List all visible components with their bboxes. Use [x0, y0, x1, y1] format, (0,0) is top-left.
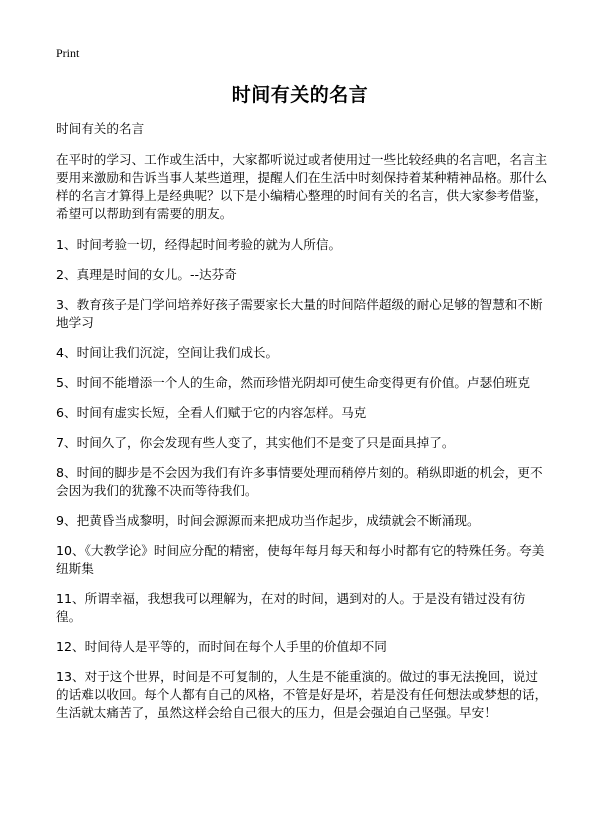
quote-item-1: 1、时间考验一切，经得起时间考验的就为人所信。 — [56, 237, 342, 252]
intro-paragraph: 在平时的学习、工作或生活中，大家都听说过或者使用过一些比较经典的名言吧，名言主要用来激励和告诉当事人某些道理，提醒人们在生活中时刻保持着某种精神品格。那什么样的名言才算得上是经典呢？以下是小编精心整理的时间有关的名言，供大家参考借鉴，希望可以帮助到有需要的朋友。 — [56, 152, 548, 221]
quote-item-4: 4、时间让我们沉淀，空间让我们成长。 — [56, 345, 279, 360]
article-subtitle: 时间有关的名言 — [56, 121, 145, 136]
quote-item-3: 3、教育孩子是门学问培养好孩子需要家长大量的时间陪伴超级的耐心足够的智慧和不断地学习 — [56, 297, 543, 330]
quote-item-9: 9、把黄昏当成黎明，时间会源源而来把成功当作起步，成绩就会不断涌现。 — [56, 513, 480, 528]
quote-item-6: 6、时间有虚实长短，全看人们赋于它的内容怎样。马克 — [56, 405, 367, 420]
quote-item-13: 13、对于这个世界，时间是不可复制的，人生是不能重演的。做过的事无法挽回，说过的话难以收回。每个人都有自己的风格，不管是好是坏，若是没有任何想法或梦想的话，生活就太痛苦了，虽然这样会给自己很大的压力，但是会强迫自己坚强。早安！ — [56, 669, 548, 720]
print-link[interactable]: Print — [56, 46, 80, 60]
page-title: 时间有关的名言 — [231, 84, 369, 106]
quote-item-5: 5、时间不能增添一个人的生命，然而珍惜光阴却可使生命变得更有价值。卢瑟伯班克 — [56, 375, 530, 390]
quote-item-2: 2、真理是时间的女儿。--达芬奇 — [56, 267, 237, 282]
quote-item-12: 12、时间待人是平等的，而时间在每个人手里的价值却不同 — [56, 639, 387, 654]
quote-item-10: 10、《大教学论》时间应分配的精密，使每年每月每天和每小时都有它的特殊任务。夸美纽斯集 — [56, 543, 545, 576]
article-body — [56, 120, 548, 734]
quote-item-11: 11、所谓幸福，我想我可以理解为，在对的时间，遇到对的人。于是没有错过没有彷徨。 — [56, 591, 526, 624]
quote-item-7: 7、时间久了，你会发现有些人变了，其实他们不是变了只是面具掉了。 — [56, 435, 455, 450]
quote-item-8: 8、时间的脚步是不会因为我们有许多事情要处理而稍停片刻的。稍纵即逝的机会，更不会因为我们的犹豫不决而等待我们。 — [56, 465, 543, 498]
